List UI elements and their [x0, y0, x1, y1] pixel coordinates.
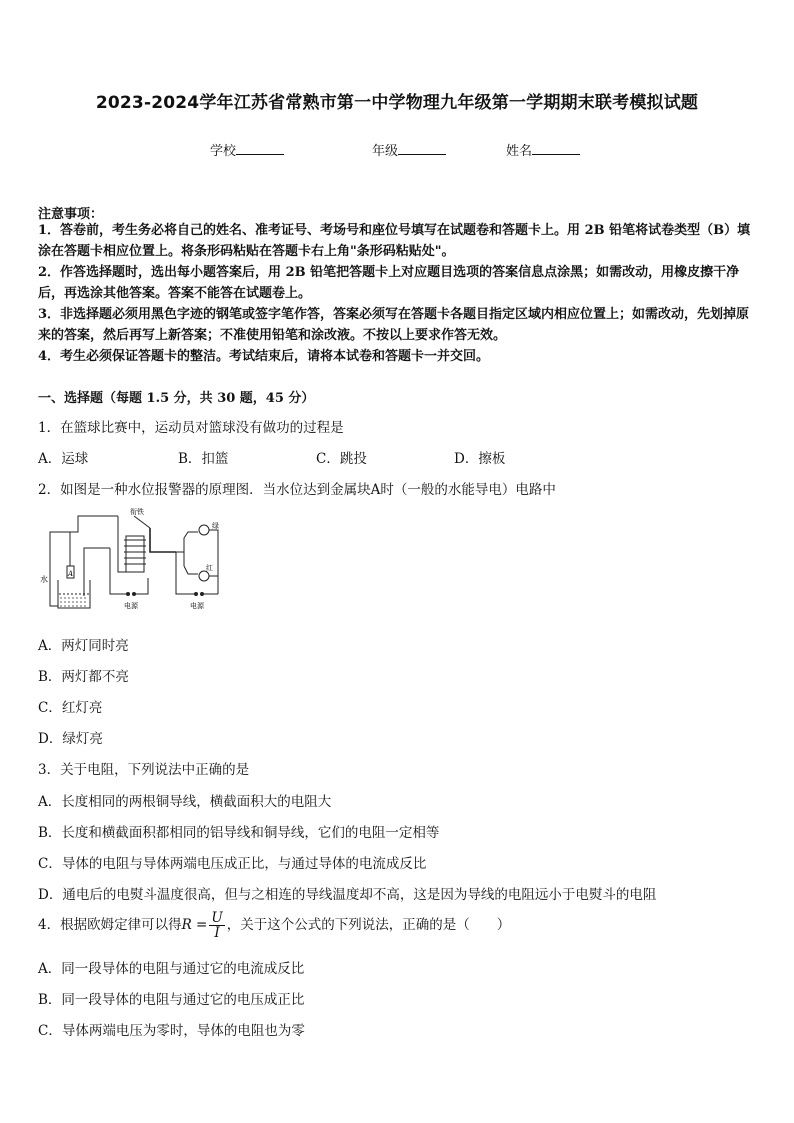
q4-option-b[interactable]: B．同一段导体的电阻与通过它的电压成正比 — [38, 992, 305, 1008]
q4-formula-fraction — [209, 911, 224, 940]
notice-item-2: 2．作答选择题时，选出每小题答案后，用 2B 铅笔把答题卡上对应题目选项的答案信息点涂黑；如需改动，用橡皮擦干净后，再选涂其他答案。答案不能答在试题卷上。 — [38, 265, 740, 301]
name-field[interactable] — [506, 140, 580, 159]
power-label-2: 电源 — [190, 602, 204, 610]
water-container — [58, 580, 90, 608]
school-field[interactable] — [210, 140, 284, 159]
armature — [150, 528, 176, 552]
q4-stem-pre: 4．根据欧姆定律可以得 — [38, 917, 182, 933]
red-lamp — [199, 571, 209, 581]
q2-option-c[interactable]: C．红灯亮 — [38, 700, 103, 716]
question-4-stem — [38, 911, 510, 940]
q2-option-b[interactable]: B．两灯都不亮 — [38, 669, 129, 685]
notice-item-1: 1．答卷前，考生务必将自己的姓名、准考证号、考场号和座位号填写在试题卷和答题卡上。用 2B 铅笔将试卷类型（B）填涂在答题卡相应位置上。将条形码粘贴在答题卡右上角"条形码粘贴处"。 — [38, 223, 751, 259]
school-label: 学校 — [210, 144, 237, 159]
electromagnet — [126, 536, 144, 572]
q1-option-d[interactable]: D．擦板 — [454, 451, 506, 467]
q4-stem-post: ，关于这个公式的下列说法，正确的是（ ） — [226, 917, 511, 933]
q4-formula-lhs: R = — [181, 917, 208, 933]
red-label: 红 — [206, 564, 213, 572]
green-label: 绿 — [212, 522, 219, 530]
notice-item-3: 3．非选择题必须用黑色字迹的钢笔或签字笔作答，答案必须写在答题卡各题目指定区域内相应位置上；如需改动，先划掉原来的答案，然后再写上新答案；不准使用铅笔和涂改液。不按以上要求作答无效。 — [38, 307, 750, 343]
q3-option-a[interactable]: A．长度相同的两根铜导线，横截面积大的电阻大 — [38, 794, 332, 810]
page-title: 2023-2024学年江苏省常熟市第一中学物理九年级第一学期期末联考模拟试题 — [95, 93, 699, 113]
grade-label: 年级 — [372, 144, 399, 159]
name-blank[interactable] — [532, 142, 580, 155]
green-lamp — [199, 525, 209, 535]
water-label: 水 — [40, 575, 48, 584]
q4-option-a[interactable]: A．同一段导体的电阻与通过它的电流成反比 — [38, 961, 305, 977]
school-blank[interactable] — [236, 142, 284, 155]
q1-option-a[interactable]: A．运球 — [38, 451, 89, 467]
q3-option-b[interactable]: B．长度和横截面积都相同的铝导线和铜导线，它们的电阻一定相等 — [38, 825, 440, 841]
q4-formula-numerator: U — [211, 910, 223, 926]
q1-option-c[interactable]: C．跳投 — [316, 451, 367, 467]
question-1-stem: 1．在篮球比赛中，运动员对篮球没有做功的过程是 — [38, 420, 344, 436]
name-label: 姓名 — [506, 144, 533, 159]
question-3-stem: 3．关于电阻，下列说法中正确的是 — [38, 762, 250, 778]
power-label-1: 电源 — [124, 602, 138, 610]
grade-blank[interactable] — [398, 142, 446, 155]
grade-field[interactable] — [372, 140, 446, 159]
armature-label: 衔铁 — [130, 508, 144, 516]
q3-option-d[interactable]: D．通电后的电熨斗温度很高，但与之相连的导线温度却不高，这是因为导线的电阻远小于电熨斗的电阻 — [38, 887, 657, 903]
block-a-label: A — [68, 570, 74, 578]
section-heading: 一、选择题（每题 1.5 分，共 30 题，45 分） — [38, 391, 315, 406]
q2-option-a[interactable]: A．两灯同时亮 — [38, 638, 129, 654]
notice-heading: 注意事项： — [38, 207, 104, 222]
question-2-stem: 2．如图是一种水位报警器的原理图．当水位达到金属块A时（一般的水能导电）电路中 — [38, 482, 556, 498]
q1-option-b[interactable]: B．扣篮 — [178, 451, 229, 467]
water-level-alarm-diagram — [38, 508, 238, 612]
q4-option-c[interactable]: C．导体两端电压为零时，导体的电阻也为零 — [38, 1023, 305, 1039]
q3-option-c[interactable]: C．导体的电阻与导体两端电压成正比，与通过导体的电流成反比 — [38, 856, 427, 872]
q4-formula-denominator: I — [214, 925, 220, 941]
q2-option-d[interactable]: D．绿灯亮 — [38, 731, 103, 747]
notice-item-4: 4．考生必须保证答题卡的整洁。考试结束后，请将本试卷和答题卡一并交回。 — [38, 349, 490, 364]
